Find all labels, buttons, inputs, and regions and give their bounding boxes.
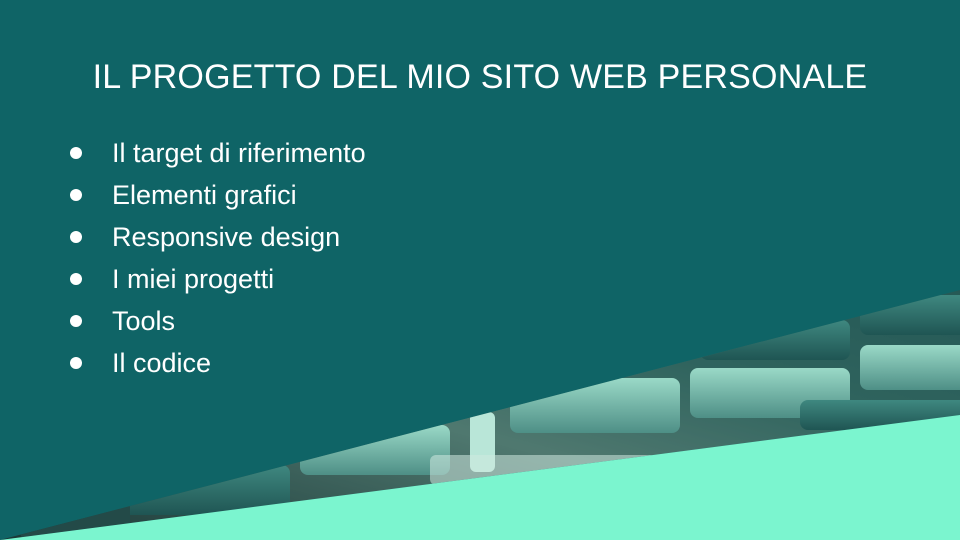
slide-title: IL PROGETTO DEL MIO SITO WEB PERSONALE: [92, 58, 868, 96]
bullet-item: [66, 132, 366, 174]
bullet-dot-icon: [70, 273, 82, 285]
bullet-text: I miei progetti: [112, 263, 275, 294]
bullet-text: Il codice: [112, 347, 212, 378]
bullet-item: [66, 300, 366, 342]
bullet-dot-icon: [70, 147, 82, 159]
bullet-text: Responsive design: [112, 221, 341, 252]
bullet-item: [66, 216, 366, 258]
bullet-list: [66, 132, 366, 384]
bullet-dot-icon: [70, 357, 82, 369]
bullet-item: [66, 258, 366, 300]
bullet-text: Tools: [112, 305, 176, 336]
bullet-text: Elementi grafici: [112, 179, 297, 210]
bullet-dot-icon: [70, 189, 82, 201]
bullet-dot-icon: [70, 315, 82, 327]
bullet-dot-icon: [70, 231, 82, 243]
bullet-item: [66, 174, 366, 216]
bullet-text: Il target di riferimento: [112, 137, 366, 168]
bullet-item: [66, 342, 366, 384]
